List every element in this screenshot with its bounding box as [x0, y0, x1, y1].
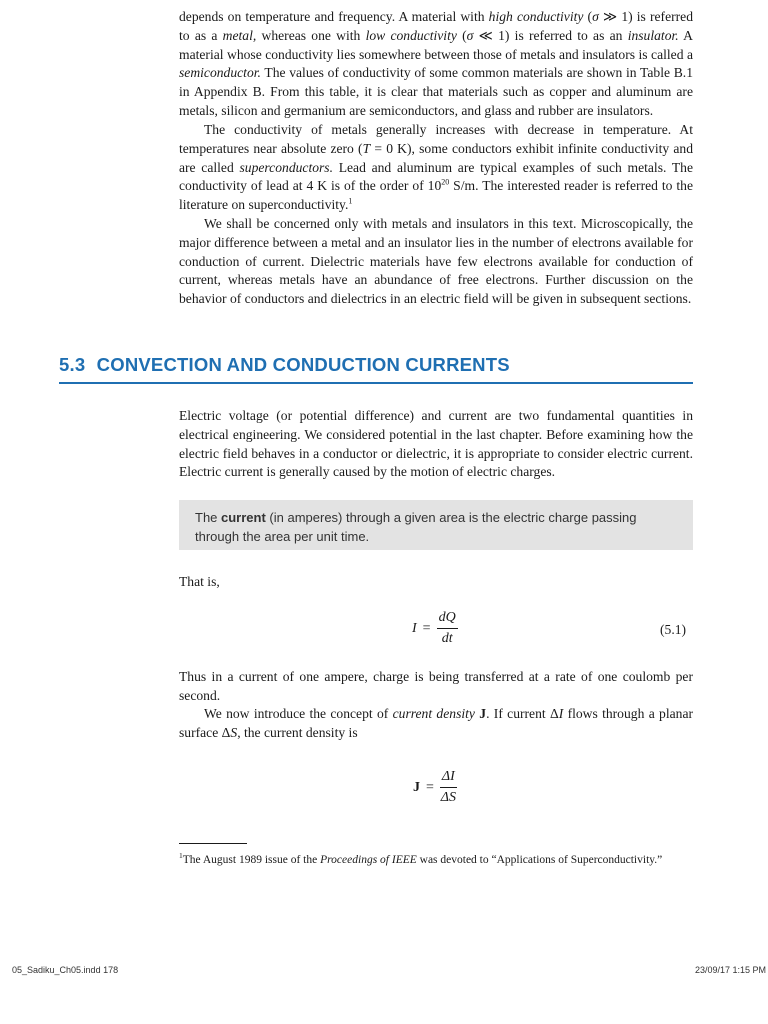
footnote-reference-1: 1	[348, 196, 353, 206]
intro-paragraph-3: We shall be concerned only with metals and insulators in this text. Microscopically, the major difference between a metal and an insulator lies in the number of electrons available for conduction of current. Dielectric materials have few electrons available for conduction of current, whereas metals have an abundance of free electrons. Further discussion on the behavior of conductors and dielectrics in an electric field will be given in subsequent sections.	[179, 216, 693, 307]
after-equation-paragraph: Thus in a current of one ampere, charge is being transferred at a rate of one coulomb per second.	[179, 669, 693, 703]
that-is-text: That is,	[179, 574, 220, 589]
equation-current-density-lhs: J	[413, 779, 420, 795]
intro-paragraph-1: depends on temperature and frequency. A material with high conductivity (σ ≫ 1) is referred to as a metal, whereas one with low conductivity (σ ≪ 1) is referred to as an insulator. A material whose conductivity lies somewhere between those of metals and insulators is called a semiconductor. The values of conductivity of some common materials are shown in Table B.1 in Appendix B. From this table, it is clear that materials such as copper and aluminum are metals, silicon and germanium are semiconductors, and glass and rubber are insulators.	[179, 9, 693, 118]
equation-number: (5.1)	[660, 622, 687, 637]
footnote-rule	[179, 843, 247, 844]
current-density-paragraph: We now introduce the concept of current density J. If current ΔI flows through a planar surface ΔS, the current density is	[179, 706, 693, 740]
section-number: 5.3	[59, 354, 86, 375]
equation-current-fraction: $\frac{dQ}{dt}$	[438, 610, 456, 646]
footnote: $^1$The August 1989 issue of the Proceedings of IEEE was devoted to “Applications of Superconductivity.”	[179, 851, 663, 866]
slug-timestamp: 23/09/17 1:15 PM	[694, 965, 766, 975]
section-title: CONVECTION AND CONDUCTION CURRENTS	[96, 354, 510, 375]
intro-paragraph-2: The conductivity of metals generally increases with decrease in temperature. At temperatures near absolute zero (T = 0 K), some conductors exhibit infinite conductivity and are called superconductors. Lead and aluminum are typical examples of such metals. The conductivity of lead at 4 K is of the order of 10$^{20}$ S/m. The interested reader is referred to the literature on superconductivity.$^1$	[179, 122, 694, 213]
equation-current-density: J = $\frac{\Delta I}{\Delta S}$	[413, 769, 456, 805]
equation-current-density-fraction: $\frac{\Delta I}{\Delta S}$	[440, 769, 456, 805]
section-paragraph: Electric voltage (or potential difference) and current are two fundamental quantities in electrical engineering. We considered potential in the last chapter. Before examining how the electric field behaves in a conductor or dielectric, it is appropriate to consider electric current. Electric current is generally caused by the motion of electric charges.	[179, 408, 693, 480]
section-heading	[59, 354, 693, 384]
equation-current-lhs: I	[412, 620, 417, 636]
definition-box: The current (in amperes) through a given area is the electric charge passing through the area per unit time.	[179, 500, 693, 550]
equation-current: I = $\frac{dQ}{dt}$	[412, 610, 456, 646]
slug-filename: 05_Sadiku_Ch05.indd 178	[12, 965, 119, 975]
definition-term: current	[221, 510, 266, 525]
